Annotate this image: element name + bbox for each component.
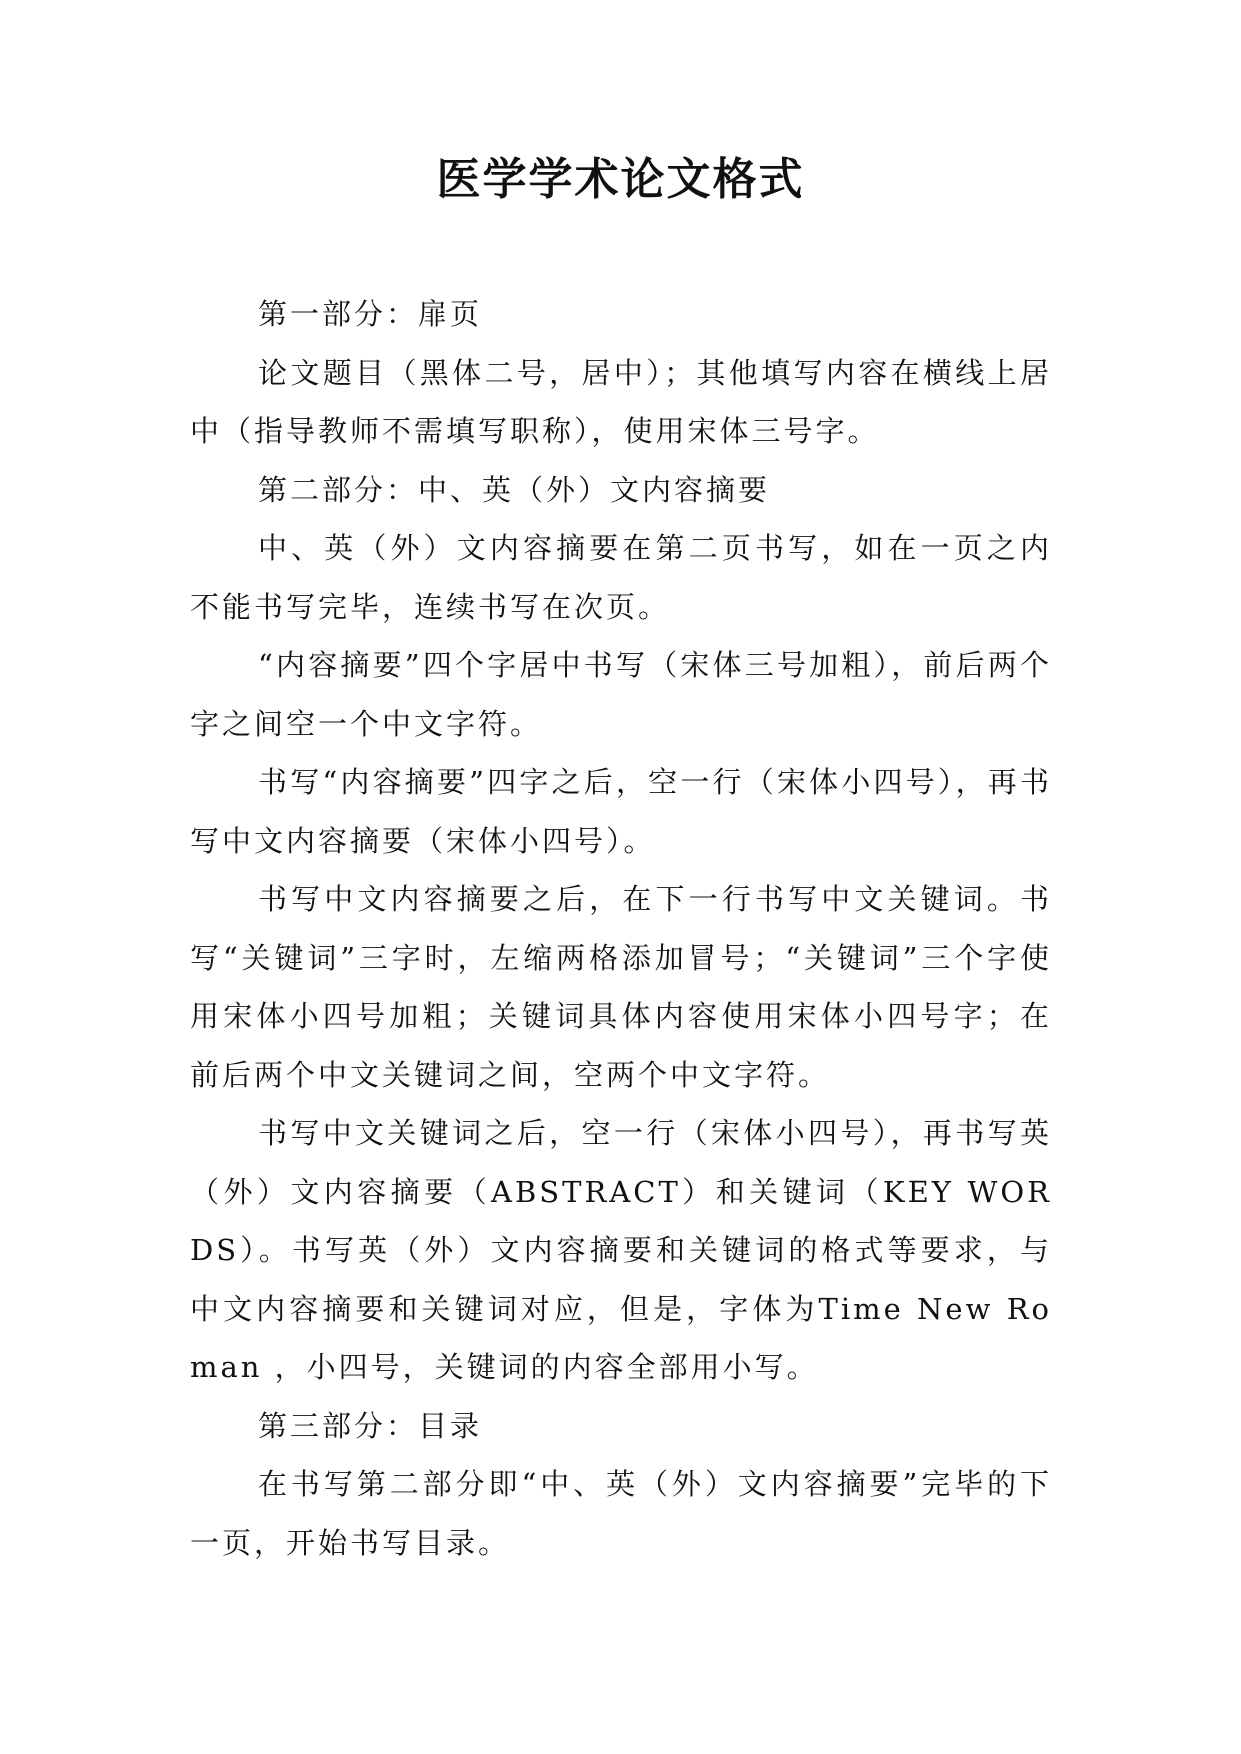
section-heading-abstract: 第二部分：中、英（外）文内容摘要 <box>258 472 771 507</box>
paragraph-contents: 在书写第二部分即“中、英（外）文内容摘要”完毕的下一页，开始书写目录。 <box>190 1467 1052 1560</box>
paragraph-english-abstract: 书写中文关键词之后，空一行（宋体小四号），再书写英（外）文内容摘要（ABSTRACT）和关键词（KEY WORDS）。书写英（外）文内容摘要和关键词的格式等要求，与中文内容摘要和关键词对应，但是，字体为Time New Roman ，小四号，关键词的内容全部用小写。 <box>190 1116 1052 1384</box>
section-heading-cover: 第一部分：扉页 <box>258 297 483 331</box>
paragraph-abstract-heading: “内容摘要”四个字居中书写（宋体三号加粗），前后两个字之间空一个中文字符。 <box>190 648 1052 741</box>
paragraph-abstract-page: 中、英（外）文内容摘要在第二页书写，如在一页之内不能书写完毕，连续书写在次页。 <box>190 531 1052 624</box>
section-heading-contents: 第三部分：目录 <box>258 1408 483 1443</box>
document-body <box>190 285 1052 1572</box>
paragraph-keywords: 书写中文内容摘要之后，在下一行书写中文关键词。书写“关键词”三字时，左缩两格添加冒号；“关键词”三个字使用宋体小四号加粗；关键词具体内容使用宋体小四号字；在前后两个中文关键词之间，空两个中文字符。 <box>190 882 1052 1092</box>
paragraph-abstract-spacing: 书写“内容摘要”四字之后，空一行（宋体小四号），再书写中文内容摘要（宋体小四号）。 <box>190 765 1052 858</box>
document-title: 医学学术论文格式 <box>436 154 805 205</box>
paragraph-cover-format: 论文题目（黑体二号，居中）；其他填写内容在横线上居中（指导教师不需填写职称），使用宋体三号字。 <box>190 355 1052 448</box>
